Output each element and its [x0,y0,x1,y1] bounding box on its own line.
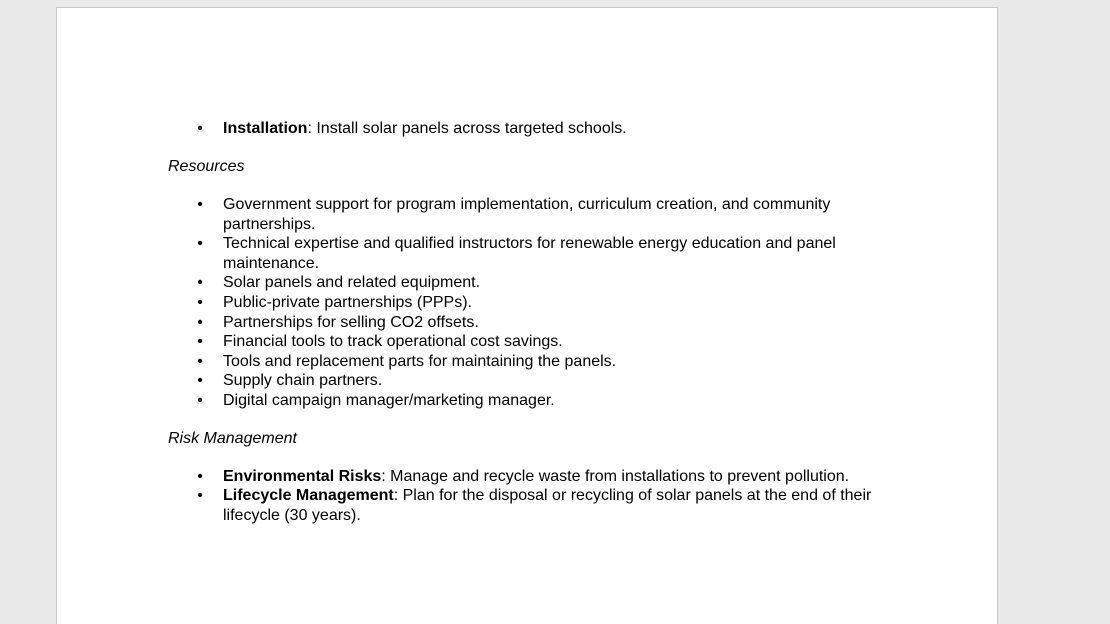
bullet-icon: • [197,467,203,485]
list-item-text: : Plan for the disposal or recycling of solar panels at the end of their lifecycle (30 years). [223,487,872,525]
bullet-icon: • [197,487,203,505]
bullet-icon: • [197,333,203,351]
list-item-text: Government support for program implementation, curriculum creation, and community partnerships. [223,195,831,233]
resources-list [168,195,888,411]
list-item [168,293,888,313]
list-item-term: Lifecycle Management [223,487,394,505]
list-item-text: : Manage and recycle waste from installations to prevent pollution. [381,467,850,485]
list-item [168,371,888,391]
resources-heading: Resources [168,157,245,175]
page-content [168,119,888,526]
bullet-icon: • [197,372,203,390]
risk-list [168,467,888,526]
list-item [168,332,888,352]
installation-list [168,119,888,139]
list-item [168,352,888,372]
bullet-icon: • [197,313,203,331]
list-item-text: Tools and replacement parts for maintaining the panels. [223,352,617,370]
list-item-text: Solar panels and related equipment. [223,274,481,292]
list-item [168,234,888,273]
list-item [168,467,888,487]
bullet-icon: • [197,293,203,311]
list-item-text: Public-private partnerships (PPPs). [223,293,472,311]
list-item-text: Supply chain partners. [223,372,383,390]
list-item [168,391,888,411]
list-item [168,119,888,139]
list-item-text: : Install solar panels across targeted schools. [307,120,627,137]
bullet-icon: • [197,235,203,253]
list-item [168,273,888,293]
list-item [168,486,888,525]
list-item-text: Partnerships for selling CO2 offsets. [223,313,479,331]
list-item [168,313,888,333]
list-item-text: Financial tools to track operational cost savings. [223,333,563,351]
list-item-term: Installation [223,120,308,137]
bullet-icon: • [197,391,203,409]
list-item-text: Digital campaign manager/marketing manager. [223,391,555,409]
risk-management-heading: Risk Management [168,429,297,447]
list-item [168,195,888,234]
bullet-icon: • [197,352,203,370]
bullet-icon: • [197,120,203,137]
list-item-text: Technical expertise and qualified instructors for renewable energy education and panel maintenance. [223,235,836,272]
list-item-term: Environmental Risks [223,467,382,485]
bullet-icon: • [197,195,203,213]
bullet-icon: • [197,274,203,292]
document-page [56,7,998,624]
